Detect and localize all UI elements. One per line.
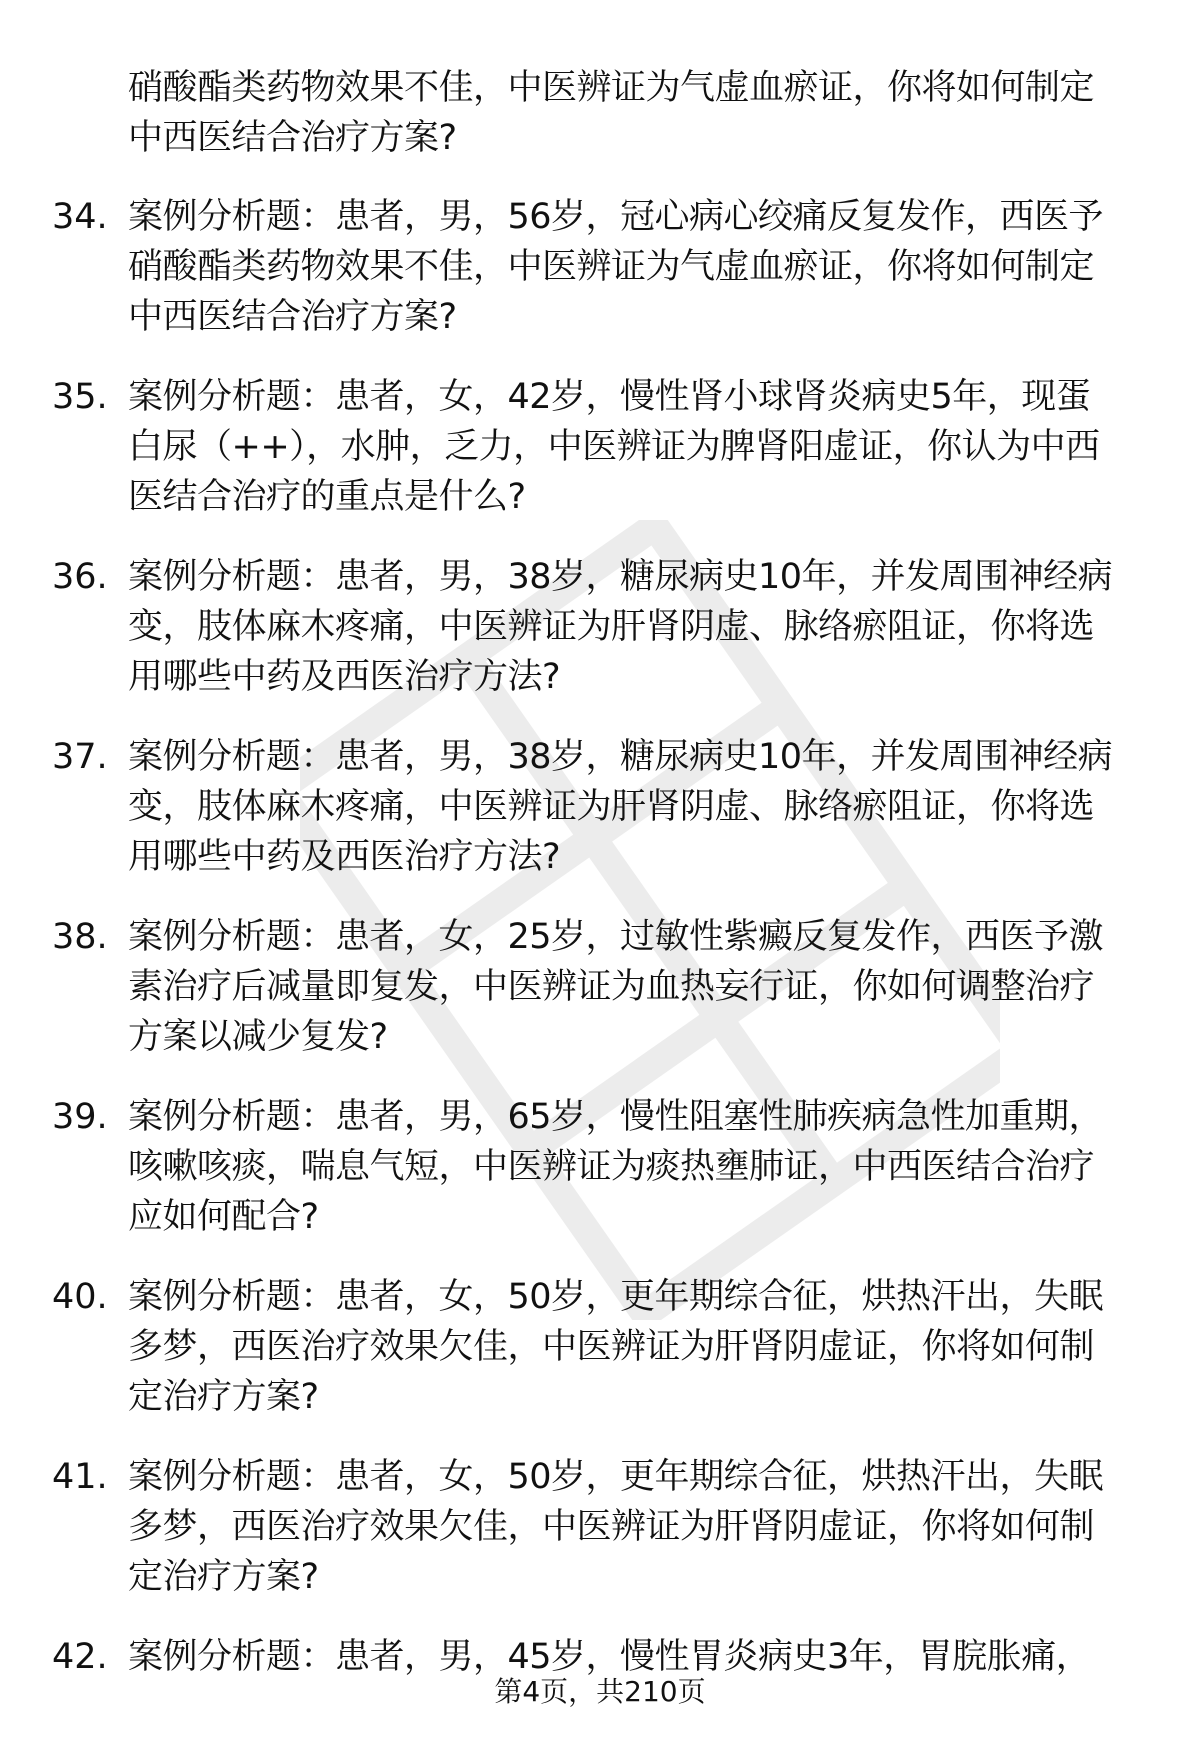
question-number: 39. [52,1097,108,1137]
question-line: 案例分析题：患者，男，65岁，慢性阻塞性肺疾病急性加重期， [128,1097,1104,1137]
question-line: 白尿（++），水肿，乏力，中医辨证为脾肾阳虚证，你认为中西 [128,427,1100,467]
question-line: 案例分析题：患者，女，50岁，更年期综合征，烘热汗出，失眠 [128,1277,1104,1317]
question-line: 用哪些中药及西医治疗方法? [128,657,561,697]
question-line: 案例分析题：患者，男，38岁，糖尿病史10年，并发周围神经病 [128,737,1113,777]
question-number: 42. [52,1637,108,1677]
question-line: 变，肢体麻木疼痛，中医辨证为肝肾阴虚、脉络瘀阻证，你将选 [128,607,1095,647]
question-line: 多梦，西医治疗效果欠佳，中医辨证为肝肾阴虚证，你将如何制 [128,1507,1095,1547]
question-line: 咳嗽咳痰，喘息气短，中医辨证为痰热壅肺证，中西医结合治疗 [128,1147,1095,1187]
question-line: 硝酸酯类药物效果不佳，中医辨证为气虚血瘀证，你将如何制定 [128,68,1095,108]
question-line: 中西医结合治疗方案? [128,297,457,337]
question-line: 中西医结合治疗方案? [128,118,457,158]
question-line: 案例分析题：患者，男，56岁，冠心病心绞痛反复发作，西医予 [128,197,1104,237]
question-line: 应如何配合? [128,1197,319,1237]
question-line: 案例分析题：患者，男，38岁，糖尿病史10年，并发周围神经病 [128,557,1113,597]
question-number: 41. [52,1457,108,1497]
question-number: 40. [52,1277,108,1317]
question-number: 36. [52,557,108,597]
question-number: 35. [52,377,108,417]
question-line: 案例分析题：患者，女，50岁，更年期综合征，烘热汗出，失眠 [128,1457,1104,1497]
question-line: 变，肢体麻木疼痛，中医辨证为肝肾阴虚、脉络瘀阻证，你将选 [128,787,1095,827]
question-line: 案例分析题：患者，男，45岁，慢性胃炎病史3年，胃脘胀痛， [128,1637,1091,1677]
question-line: 素治疗后减量即复发，中医辨证为血热妄行证，你如何调整治疗 [128,967,1095,1007]
question-line: 医结合治疗的重点是什么? [128,477,526,517]
question-line: 案例分析题：患者，女，25岁，过敏性紫癜反复发作，西医予激 [128,917,1104,957]
question-line: 方案以减少复发? [128,1017,388,1057]
question-line: 案例分析题：患者，女，42岁，慢性肾小球肾炎病史5年，现蛋 [128,377,1091,417]
question-number: 38. [52,917,108,957]
question-line: 定治疗方案? [128,1557,319,1597]
question-number: 37. [52,737,108,777]
question-line: 多梦，西医治疗效果欠佳，中医辨证为肝肾阴虚证，你将如何制 [128,1327,1095,1367]
question-number: 34. [52,197,108,237]
page-number: 第4页，共210页 [494,1675,706,1708]
question-line: 用哪些中药及西医治疗方法? [128,837,561,877]
question-line: 定治疗方案? [128,1377,319,1417]
question-line: 硝酸酯类药物效果不佳，中医辨证为气虚血瘀证，你将如何制定 [128,247,1095,287]
